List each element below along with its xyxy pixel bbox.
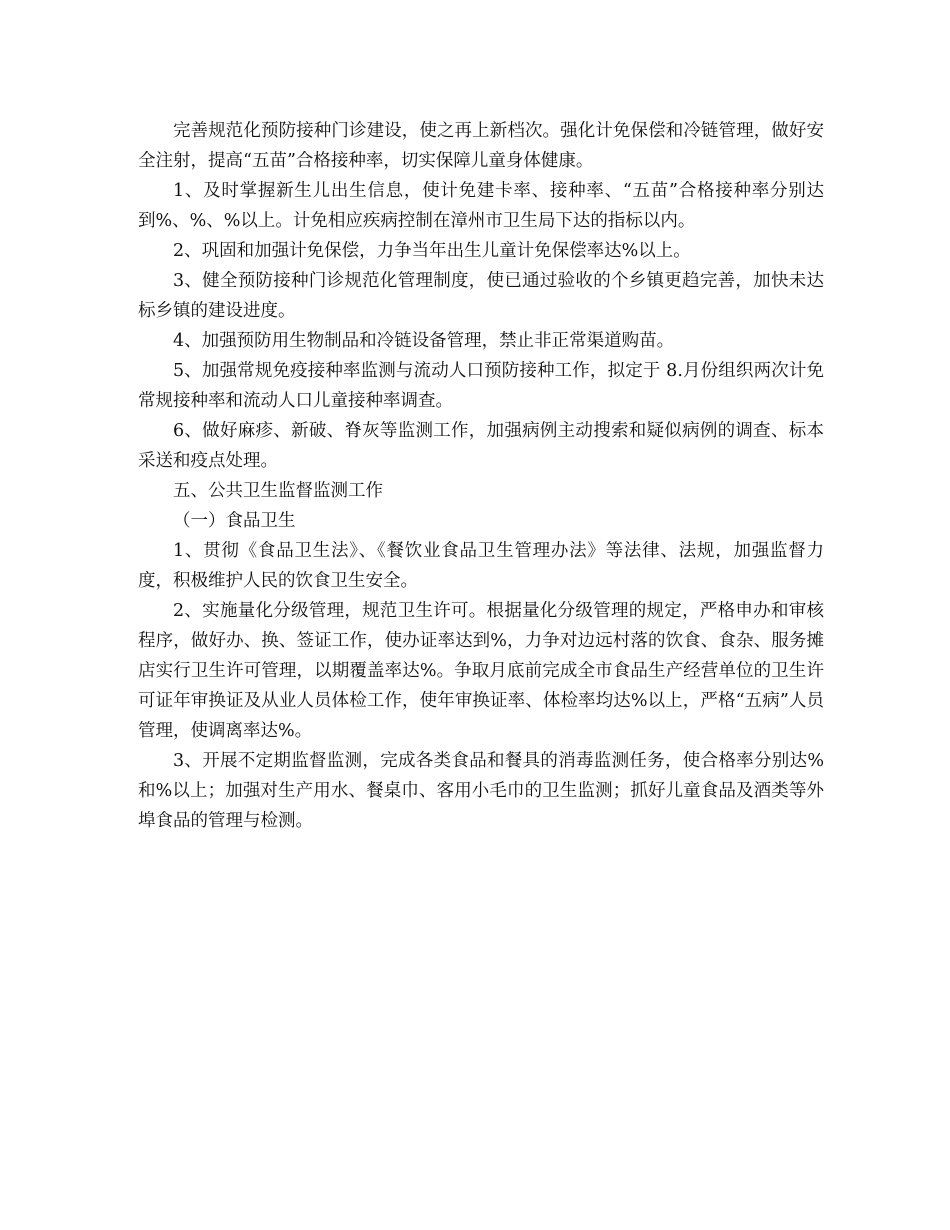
paragraph-item-1: 1、及时掌握新生儿出生信息，使计免建卡率、接种率、“五苗”合格接种率分别达到%、%、%以上。计免相应疾病控制在漳州市卫生局下达的指标以内。 (138, 181, 824, 231)
paragraph-food-3: 3、开展不定期监督监测，完成各类食品和餐具的消毒监测任务，使合格率分别达%和%以上；加强对生产用水、餐桌巾、客用小毛巾的卫生监测；抓好儿童食品及酒类等外埠食品的管理与检测。 (138, 751, 824, 831)
paragraph-item-4: 4、加强预防用生物制品和冷链设备管理，禁止非正常渠道购苗。 (173, 331, 675, 351)
paragraph-food-2: 2、实施量化分级管理，规范卫生许可。根据量化分级管理的规定，严格申办和审核程序，做好办、换、签证工作，使办证率达到%，力争对边远村落的饮食、食杂、服务摊店实行卫生许可管理，以期覆盖率达%。争取月底前完成全市食品生产经营单位的卫生许可证年审换证及从业人员体检工作，使年审换证率、体检率均达%以上，严格“五病”人员管理，使调离率达%。 (138, 601, 824, 741)
paragraph-intro: 完善规范化预防接种门诊建设，使之再上新档次。强化计免保偿和冷链管理，做好安全注射，提高“五苗”合格接种率，切实保障儿童身体健康。 (138, 121, 824, 171)
document-body (138, 116, 824, 836)
paragraph-item-5: 5、加强常规免疫接种率监测与流动人口预防接种工作，拟定于 8.月份组织两次计免常规接种率和流动人口儿童接种率调查。 (138, 361, 824, 411)
paragraph-item-2: 2、巩固和加强计免保偿，力争当年出生儿童计免保偿率达%以上。 (173, 241, 691, 261)
paragraph-item-3: 3、健全预防接种门诊规范化管理制度，使已通过验收的个乡镇更趋完善，加快未达标乡镇的建设进度。 (138, 271, 824, 321)
paragraph-food-1: 1、贯彻《食品卫生法》、《餐饮业食品卫生管理办法》等法律、法规，加强监督力度，积极维护人民的饮食卫生安全。 (138, 541, 824, 591)
section-heading: 五、公共卫生监督监测工作 (173, 481, 383, 501)
subsection-heading: （一）食品卫生 (173, 511, 296, 531)
paragraph-item-6: 6、做好麻疹、新破、脊灰等监测工作，加强病例主动搜索和疑似病例的调查、标本采送和疫点处理。 (138, 421, 824, 471)
